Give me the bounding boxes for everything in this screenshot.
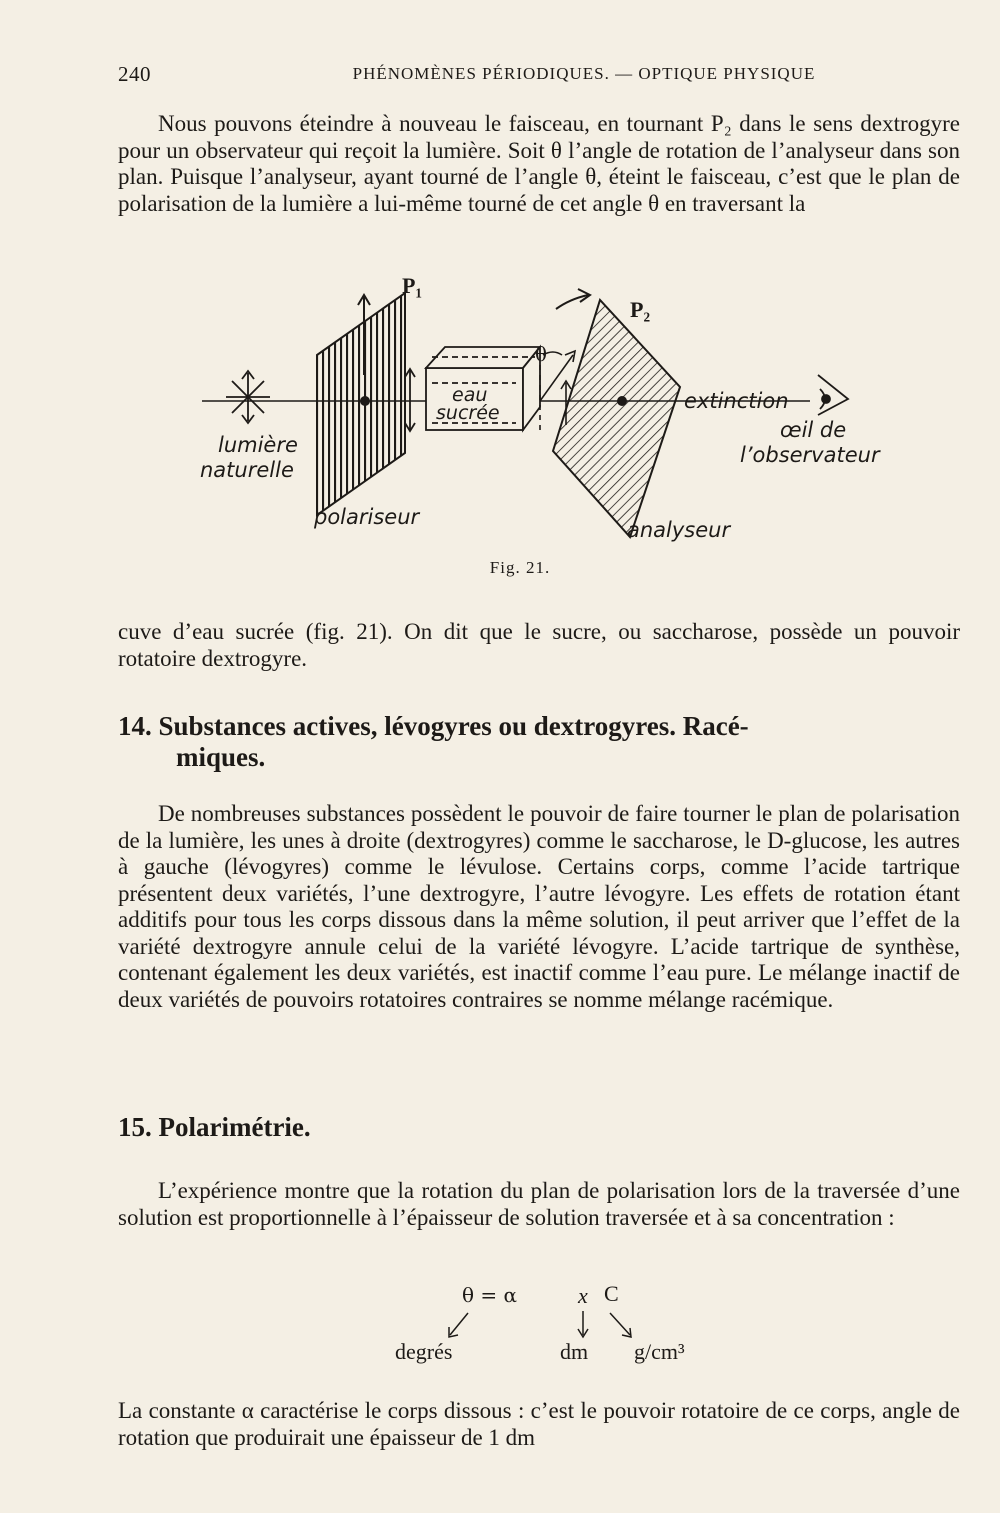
figure-caption: Fig. 21. [489,558,551,577]
analyser-plate [553,300,680,537]
paragraph-intro: Nous pouvons éteindre à nouveau le faisceau, en tournant P₂ dans le sens dextrogyre pour un observateur qui reçoit la lumière. Soit θ l’angle de rotation de l’analyseur dans son plan. Puisque l’analyseur, ayant tourné de l’angle θ, éteint le faisceau, c’est que le plan de polarisation de la lumière a lui-même tourné de cet angle θ en traversant la [118,111,960,216]
label-analyseur: analyseur [627,518,731,542]
analyser-center-dot [617,396,627,406]
unit-gcm3: g/cm³ [634,1339,685,1364]
page-header [118,62,960,92]
formula-theta-alpha: θ = α [462,1283,518,1307]
label-sucree: sucrée [436,402,500,424]
page-number: 240 [118,62,151,86]
label-observateur: l’observateur [740,443,880,467]
paragraph-conclusion: cuve d’eau sucrée (fig. 21). On dit que le sucre, ou saccharose, possède un pouvoir rotatoire dextrogyre. [118,619,960,671]
paragraph-alpha-constant: La constante α caractérise le corps dissous : c’est le pouvoir rotatoire de ce corps, angle de rotation que produirait une épaisseur de 1 dm [118,1398,960,1450]
formula-x: x [578,1283,588,1308]
formula-block [360,1283,740,1373]
label-lumiere: lumière [218,433,298,457]
vibration-arrow [405,369,415,431]
label-theta: θ [535,342,548,366]
figure-21-diagram [190,275,890,555]
unit-degres: degrés [395,1339,453,1364]
paragraph-active-substances: De nombreuses substances possèdent le pouvoir de faire tourner le plan de polarisation de la lumière, les unes à droite (dextrogyres) comme le saccharose, le D-glucose, les autres à gauche (lévogyres) comme le lévulose. Certains corps, comme l’acide tartrique présentent deux variétés, l’une dextrogyre, l’autre lévogyre. Les effets de rotation étant additifs pour tous les corps dissous dans la même solution, il peut arriver que l’effet de la variété dextrogyre annule celui de la variété lévogyre. L’acide tartrique de synthèse, contenant également les deux variétés, est inactif comme l’eau pure. Le mélange inactif de deux variétés de pouvoirs rotatoires contraires se nomme mélange racémique. [118,801,960,1012]
label-p2: P₂ [630,297,651,322]
observer-eye-icon [818,375,848,415]
section-14-line1: 14. Substances actives, lévogyres ou dextrogyres. Racé- [118,711,749,741]
label-naturelle: naturelle [200,458,294,482]
paragraph-polarimetry: L’expérience montre que la rotation du plan de polarisation lors de la traversée d’une solution est proportionnelle à l’épaisseur de solution traversée et à sa concentration : [118,1178,960,1230]
polariser-center-dot [360,396,370,406]
formula-arrows [420,1307,650,1347]
analyser-rotation-arrow [556,289,590,309]
label-extinction: extinction [684,389,789,413]
section-14-line2: miques. [176,742,266,772]
unit-dm: dm [560,1339,589,1364]
formula-c: C [604,1281,619,1306]
natural-light-star [226,371,270,423]
label-p1: P₁ [402,275,423,298]
section-heading-15: 15. Polarimétrie. [118,1112,311,1142]
running-title: PHÉNOMÈNES PÉRIODIQUES. — OPTIQUE PHYSIQUE [352,64,816,83]
section-heading-14 [118,711,960,773]
label-eau: eau [452,384,488,406]
label-polariseur: polariseur [314,505,420,529]
label-oeil-de: œil de [780,418,847,442]
